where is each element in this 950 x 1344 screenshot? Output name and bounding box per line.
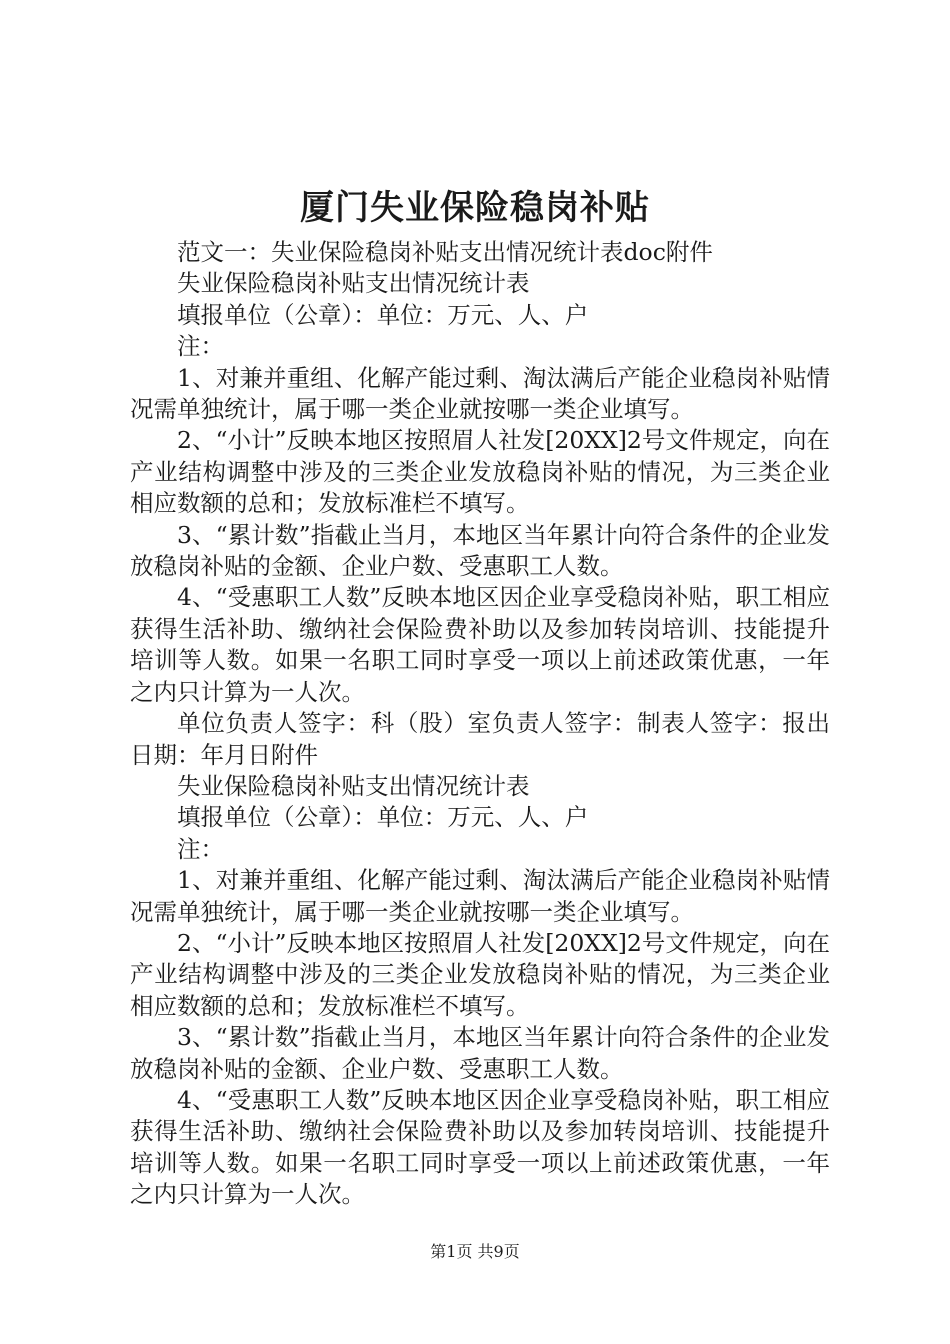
paragraph-table-title: 失业保险稳岗补贴支出情况统计表 bbox=[177, 771, 530, 800]
paragraph-example-heading: 范文一：失业保险稳岗补贴支出情况统计表doc附件 bbox=[177, 238, 713, 266]
paragraph-table-title: 失业保险稳岗补贴支出情况统计表 bbox=[177, 269, 530, 298]
paragraph-note-1: 1、对兼并重组、化解产能过剩、淘汰满后产能企业稳岗补贴情况需单独统计，属于哪一类企业就按哪一类企业填写。 bbox=[130, 866, 830, 926]
paragraph-note-4: 4、“受惠职工人数”反映本地区因企业享受稳岗补贴，职工相应获得生活补助、缴纳社会保险费补助以及参加转岗培训、技能提升培训等人数。如果一名职工同时享受一项以上前述政策优惠，一年之内只计算为一人次。 bbox=[130, 1085, 830, 1209]
paragraph-note-label: 注： bbox=[177, 332, 224, 361]
paragraph-note-3: 3、“累计数”指截止当月，本地区当年累计向符合条件的企业发放稳岗补贴的金额、企业户数、受惠职工人数。 bbox=[130, 1023, 830, 1083]
paragraph-note-2: 2、“小计”反映本地区按照眉人社发[20XX]2号文件规定，向在产业结构调整中涉及的三类企业发放稳岗补贴的情况，为三类企业相应数额的总和；发放标准栏不填写。 bbox=[130, 928, 830, 1020]
paragraph-note-3: 3、“累计数”指截止当月，本地区当年累计向符合条件的企业发放稳岗补贴的金额、企业户数、受惠职工人数。 bbox=[130, 520, 830, 581]
document-body bbox=[130, 237, 830, 1211]
page-number: 第1页 共9页 bbox=[430, 1242, 520, 1261]
paragraph-reporting-unit: 填报单位（公章）：单位：万元、人、户 bbox=[177, 803, 589, 832]
paragraph-note-label: 注： bbox=[177, 834, 224, 863]
paragraph-reporting-unit: 填报单位（公章）：单位：万元、人、户 bbox=[177, 300, 589, 329]
paragraph-note-2: 2、“小计”反映本地区按照眉人社发[20XX]2号文件规定，向在产业结构调整中涉及的三类企业发放稳岗补贴的情况，为三类企业相应数额的总和；发放标准栏不填写。 bbox=[130, 426, 830, 518]
paragraph-signatures: 单位负责人签字：科（股）室负责人签字：制表人签字：报出日期：年月日附件 bbox=[130, 709, 830, 769]
document-title: 厦门失业保险稳岗补贴 bbox=[300, 188, 650, 228]
paragraph-note-1: 1、对兼并重组、化解产能过剩、淘汰满后产能企业稳岗补贴情况需单独统计，属于哪一类企业就按哪一类企业填写。 bbox=[130, 363, 830, 424]
paragraph-note-4: 4、“受惠职工人数”反映本地区因企业享受稳岗补贴，职工相应获得生活补助、缴纳社会保险费补助以及参加转岗培训、技能提升培训等人数。如果一名职工同时享受一项以上前述政策优惠，一年之内只计算为一人次。 bbox=[130, 583, 830, 706]
